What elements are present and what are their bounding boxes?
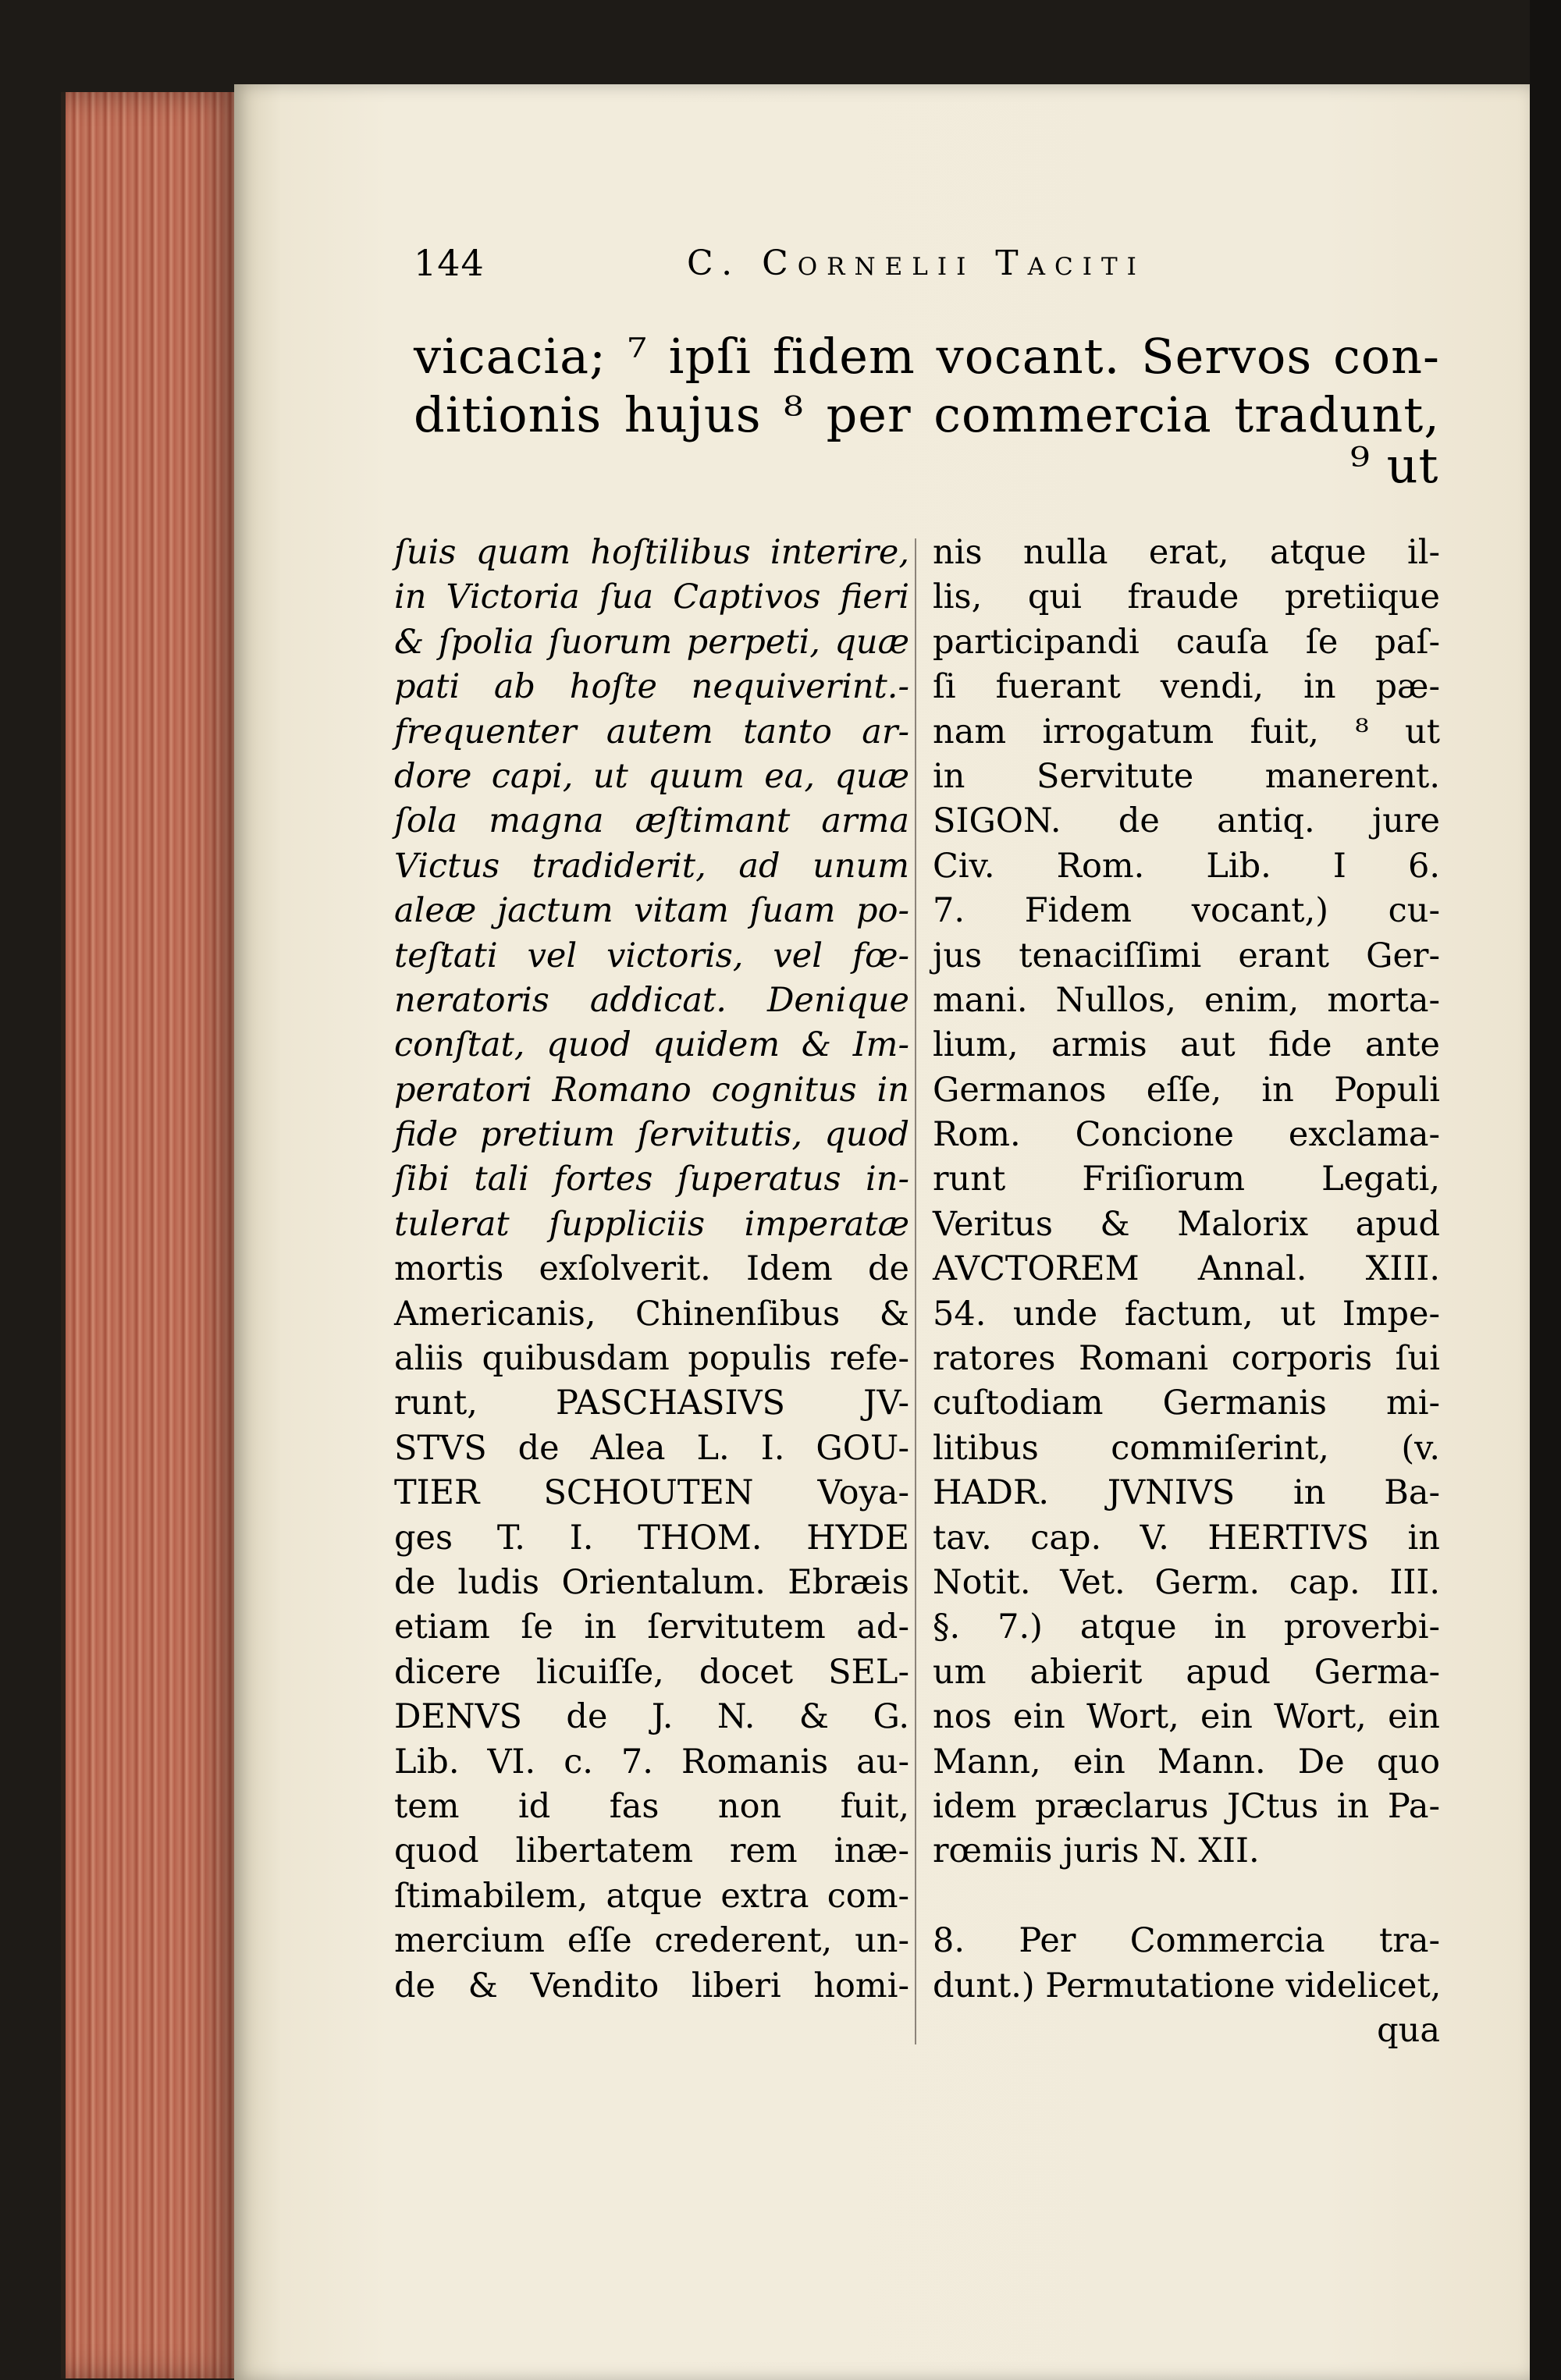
footnote-line: litibus commiſerint, (v. [933, 1428, 1440, 1468]
footnote-line: tulerat ſuppliciis imperatæ [394, 1204, 909, 1244]
footnote-line: Notit. Vet. Germ. cap. III. [933, 1562, 1440, 1602]
column-divider [915, 538, 916, 2044]
footnote-line: HADR. JVNIVS in Ba- [933, 1473, 1440, 1513]
footnote-line: lium, armis aut fide ante [933, 1025, 1440, 1065]
footnote-line: §. 7.) atque in proverbi- [933, 1607, 1440, 1647]
footnote-line: aliis quibusdam populis refe- [394, 1339, 909, 1379]
footnote-line: cuſtodiam Germanis mi- [933, 1384, 1440, 1423]
footnote-line: de & Vendito liberi homi- [394, 1966, 909, 2005]
footnote-line: frequenter autem tanto ar- [394, 712, 909, 751]
footnote-line: SIGON. de antiq. jure [933, 801, 1440, 841]
footnote-line: pati ab hoſte nequiverint.- [394, 667, 909, 707]
footnote-line: de ludis Orientalum. Ebræis [394, 1562, 909, 1602]
main-text-line: ⁹ ut [1350, 437, 1439, 494]
page-shadow [1530, 0, 1561, 2380]
footnote-line: Lib. VI. c. 7. Romanis au- [394, 1742, 909, 1781]
footnote-line: tav. cap. V. HERTIVS in [933, 1518, 1440, 1558]
footnote-line: rœmiis juris N. XII. [933, 1831, 1260, 1871]
main-text-line: ditionis hujus ⁸ per commercia tradunt, [414, 386, 1440, 443]
footnote-line: Americanis, Chinenſibus & [394, 1294, 909, 1334]
footnote-line: dunt.) Permutatione videlicet, [933, 1966, 1442, 2005]
footnote-line: tem id fas non fuit, [394, 1786, 909, 1826]
footnote-line: Victus tradiderit, ad unum [394, 846, 909, 886]
book-page-edges [61, 92, 245, 2378]
footnote-line: ratores Romani corporis ſui [933, 1339, 1440, 1379]
footnote-line: qua [1377, 2010, 1440, 2050]
footnote-line: mani. Nullos, enim, morta- [933, 980, 1440, 1020]
footnote-line: idem præclarus JCtus in Pa- [933, 1786, 1440, 1826]
footnote-line: ſibi tali fortes ſuperatus in- [394, 1160, 909, 1199]
footnote-line: peratori Romano cognitus in [394, 1070, 909, 1110]
footnote-line: STVS de Alea L. I. GOU- [394, 1428, 909, 1468]
footnote-line: mercium eſſe crederent, un- [394, 1921, 909, 1961]
footnote-line: quod libertatem rem inæ- [394, 1831, 909, 1871]
footnote-line: Rom. Concione exclama- [933, 1115, 1440, 1155]
footnote-line: conſtat, quod quidem & Im- [394, 1025, 909, 1065]
footnote-spacer [933, 1874, 1440, 1919]
footnote-line: mortis exſolverit. Idem de [394, 1249, 909, 1289]
footnote-line: fide pretium ſervitutis, quod [394, 1115, 909, 1155]
footnote-line: in Servitute manerent. [933, 756, 1440, 796]
footnote-line: ſola magna æſtimant arma [394, 801, 909, 841]
footnote-line: 8. Per Commercia tra- [933, 1921, 1440, 1961]
footnote-line: Germanos eſſe, in Populi [933, 1070, 1440, 1110]
footnote-line: AVCTOREM Annal. XIII. [933, 1249, 1440, 1289]
page-number: 144 [414, 242, 485, 284]
footnote-column-right [933, 531, 1440, 2053]
footnote-line: dicere licuiſſe, docet SEL- [394, 1652, 909, 1692]
footnote-line: neratoris addicat. Denique [394, 980, 909, 1020]
footnote-line: Mann, ein Mann. De quo [933, 1742, 1440, 1781]
footnote-line: & ſpolia ſuorum perpeti, quæ [394, 622, 909, 662]
footnote-line: runt, PASCHASIVS JV- [394, 1384, 909, 1423]
footnote-line: Civ. Rom. Lib. I 6. [933, 846, 1440, 886]
footnote-line: jus tenaciſſimi erant Ger- [933, 936, 1440, 975]
footnote-line: TIER SCHOUTEN Voya- [394, 1473, 909, 1513]
footnote-line: runt Friſiorum Legati, [933, 1160, 1440, 1199]
footnote-line: ſi fuerant vendi, in pæ- [933, 667, 1440, 707]
footnote-line: teſtati vel victoris, vel fœ- [394, 936, 909, 975]
running-head: C. Cornelii Taciti [687, 243, 1146, 283]
footnote-line: etiam ſe in ſervitutem ad- [394, 1607, 909, 1647]
footnote-line: ſtimabilem, atque extra com- [394, 1876, 909, 1916]
footnote-line: dore capi, ut quum ea, quæ [394, 756, 909, 796]
main-text-line: vicacia; ⁷ ipſi fidem vocant. Servos con- [414, 328, 1440, 385]
footnote-line: um abierit apud Germa- [933, 1652, 1440, 1692]
footnote-line: 7. Fidem vocant,) cu- [933, 891, 1440, 931]
footnote-column-left [394, 531, 909, 2009]
footnote-line: 54. unde factum, ut Impe- [933, 1294, 1440, 1334]
footnote-line: nam irrogatum fuit, ⁸ ut [933, 712, 1440, 751]
footnote-line: nos ein Wort, ein Wort, ein [933, 1697, 1440, 1737]
footnote-line: in Victoria ſua Captivos fieri [394, 577, 909, 617]
footnote-line: lis, qui fraude pretiique [933, 577, 1440, 617]
footnote-line: participandi cauſa ſe paſ- [933, 622, 1440, 662]
footnote-line: ges T. I. THOM. HYDE [394, 1518, 909, 1558]
footnote-line: aleæ jactum vitam ſuam po- [394, 891, 909, 931]
footnote-line: Veritus & Malorix apud [933, 1204, 1440, 1244]
footnote-line: DENVS de J. N. & G. [394, 1697, 909, 1737]
footnote-line: ſuis quam hoſtilibus interire, [394, 533, 909, 572]
footnote-line: nis nulla erat, atque il- [933, 533, 1440, 572]
